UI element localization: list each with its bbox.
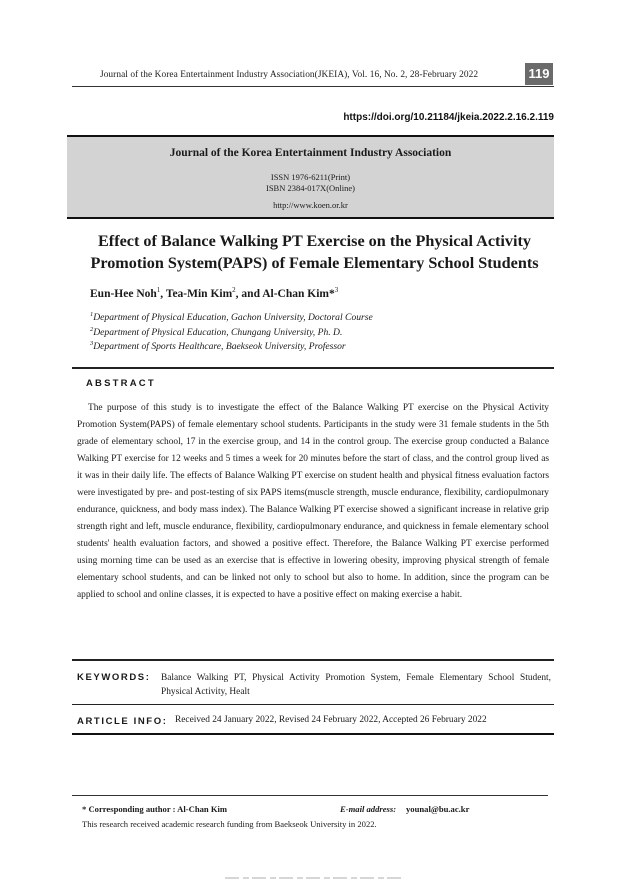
abstract-top-rule [72, 367, 554, 369]
article-info-top-rule [72, 704, 554, 705]
author-separator: , [160, 288, 166, 300]
author-name: Eun-Hee Noh [90, 288, 157, 300]
author-superscript: 1 [156, 286, 161, 295]
affiliation-text: Department of Physical Education, Gachon University, Doctoral Course [93, 312, 373, 323]
page-number: 119 [525, 63, 553, 85]
abstract-heading: ABSTRACT [86, 378, 156, 389]
article-info-text: Received 24 January 2022, Revised 24 February 2022, Accepted 26 February 2022 [175, 715, 487, 725]
keywords-top-rule [72, 659, 554, 661]
email-label: E-mail address: [340, 804, 397, 814]
affiliation-text: Department of Physical Education, Chungang University, Ph. D. [93, 327, 343, 338]
affiliation-superscript: 2 [90, 325, 94, 333]
issn-print: ISSN 1976-6211(Print) [270, 172, 351, 182]
journal-url[interactable]: http://www.koen.or.kr [273, 200, 348, 210]
issn-online: ISBN 2384-017X(Online) [265, 183, 355, 193]
author-superscript: 3 [334, 286, 339, 295]
affiliation [90, 341, 346, 352]
article-info-heading: ARTICLE INFO: [77, 716, 168, 727]
affiliation-superscript: 1 [90, 310, 94, 318]
affiliation-superscript: 3 [90, 339, 94, 347]
running-header: Journal of the Korea Entertainment Industry Association(JKEIA), Vol. 16, No. 2, 28-February 2022 [100, 70, 479, 80]
email-address[interactable]: younal@bu.ac.kr [406, 804, 470, 814]
abstract-body: The purpose of this study is to investigate the effect of the Balance Walking PT exercise on the Physical Activity Promotion System(PAPS) of female elementary school students. Participants in the study were 31 female students in the 5th grade of elementary school, 17 in the exercise group, and 14 in the control group. The exercise group conducted a Balance Walking PT exercise for 12 weeks and 5 times a week for 20 minutes before the start of class, and the control group lived as it was in their daily life. The effects of Balance Walking PT exercise on student health and physical fitness evaluation factors were investigated by pre- and post-testing of six PAPS items(muscle strength, muscle endurance, flexibility, cardiopulmonary endurance, quickness, and body mass index). The Balance Walking PT exercise showed a significant increase in relative grip strength right and left, muscle endurance, flexibility, cardiopulmonary endurance, and quickness in female elementary school students' health evaluation factors, and showed a positive effect. Therefore, the Balance Walking PT exercise performed using morning time can be used as an exercise that is effective in lowering obesity, improving physical strength of female elementary school students, and can be linked not only to school but also to home. In addition, since the program can be applied to school and online classes, it is expected to have a positive effect on making exercise a habit. [77, 403, 549, 600]
author-name: Al-Chan Kim* [262, 288, 335, 300]
title-line: Effect of Balance Walking PT Exercise on the Physical Activity [98, 232, 531, 250]
title-line: Promotion System(PAPS) of Female Elementary School Students [90, 254, 539, 272]
author-list [90, 288, 338, 300]
funding-note: This research received academic research funding from Baekseok University in 2022. [82, 819, 377, 829]
keywords-heading: KEYWORDS: [77, 672, 151, 683]
paper-title [60, 230, 569, 274]
affiliation [90, 312, 373, 323]
author-separator: , and [235, 288, 263, 300]
article-info-bottom-rule [72, 733, 554, 735]
footnote-rule [72, 795, 548, 796]
header-rule [72, 86, 554, 87]
author-superscript: 2 [232, 286, 236, 295]
bottom-faint-marks [225, 876, 405, 880]
journal-title: Journal of the Korea Entertainment Industry Association [169, 147, 452, 159]
corresponding-author: * Corresponding author : Al-Chan Kim [82, 804, 228, 814]
affiliation-text: Department of Sports Healthcare, Baekseok University, Professor [93, 341, 346, 352]
keywords-text: Balance Walking PT, Physical Activity Promotion System, Female Elementary School Student, Physical Activity, Healt [161, 673, 551, 697]
affiliation [90, 327, 342, 338]
journal-banner [67, 135, 554, 219]
doi-link[interactable]: https://doi.org/10.21184/jkeia.2022.2.16.2.119 [343, 112, 554, 123]
author-name: Tea-Min Kim [165, 288, 233, 300]
